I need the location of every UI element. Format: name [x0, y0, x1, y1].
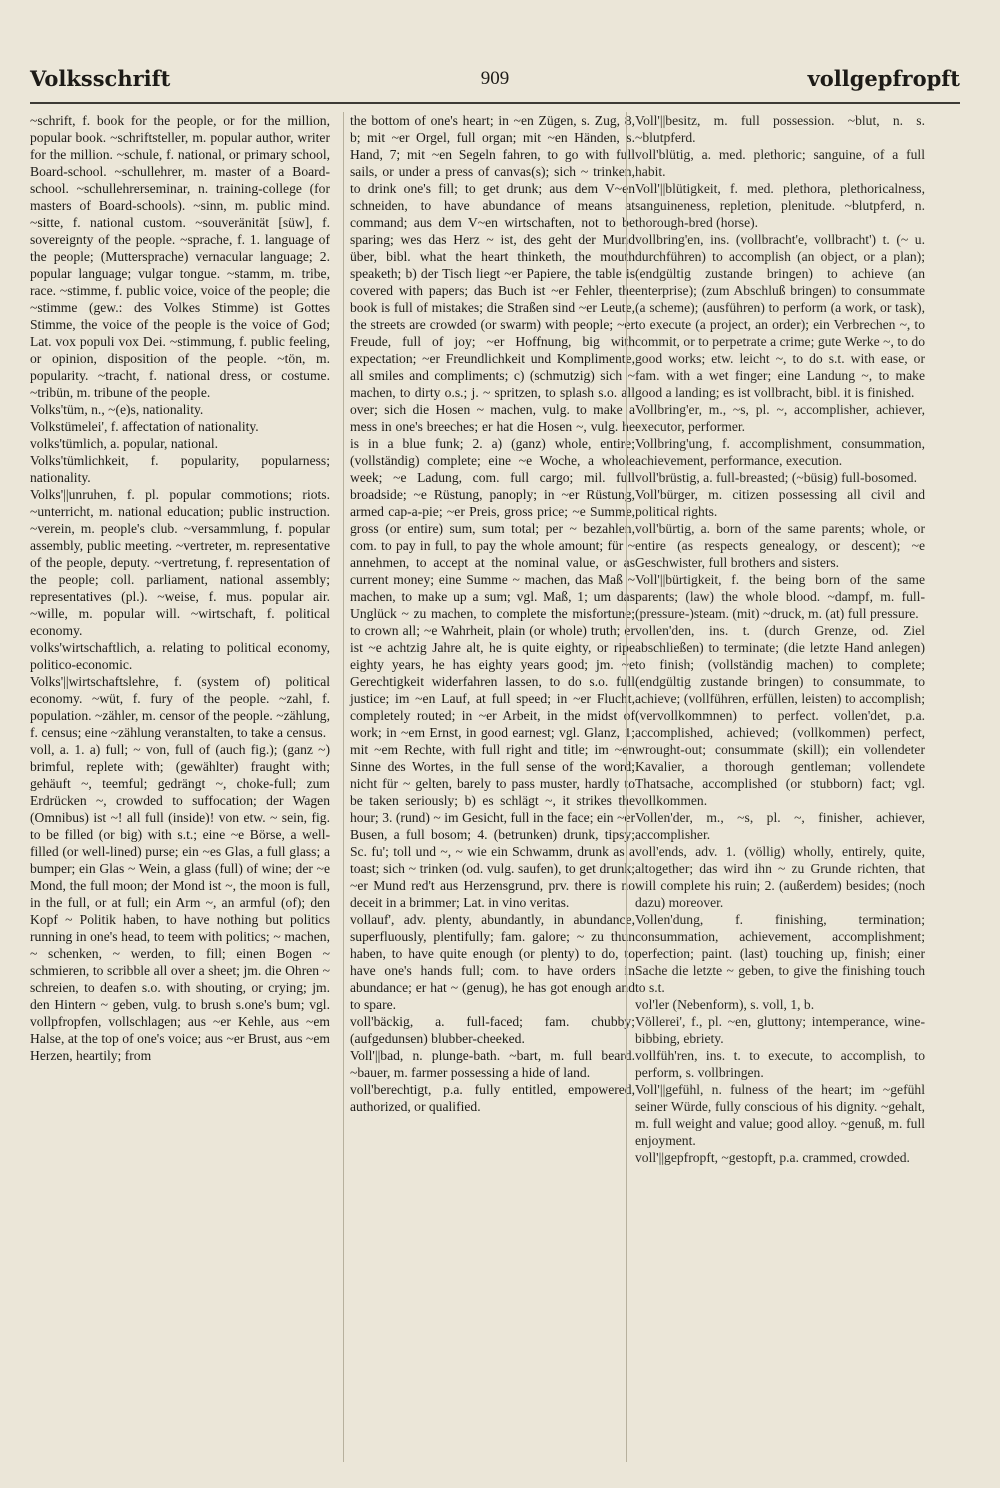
dictionary-entry: Voll'||gefühl, n. fulness of the heart; im ~gefühl seiner Würde, fully conscious of his dignity. ~gehalt, m. full weight and value; good alloy. ~genuß, m. full enjoyment. — [635, 1082, 925, 1148]
dictionary-entry: Volks'tüm, n., ~(e)s, nationality. — [30, 402, 204, 417]
dictionary-entry: voll'bäckig, a. full-faced; fam. chubby; (aufgedunsen) blubber-cheeked. — [350, 1014, 635, 1046]
dictionary-entry: Vollen'der, m., ~s, pl. ~, finisher, achiever, accomplisher. — [635, 810, 925, 842]
dictionary-entry: Völlerei', f., pl. ~en, gluttony; intemperance, wine-bibbing, ebriety. — [635, 1014, 925, 1046]
column-right — [626, 112, 925, 1462]
dictionary-entry: Volks'tümlichkeit, f. popularity, popularness; nationality. — [30, 453, 330, 485]
column-left-entries — [30, 112, 330, 1064]
dictionary-entry: voll'brüstig, a. full-breasted; (~büsig) full-bosomed. — [635, 470, 918, 485]
running-header — [30, 62, 960, 104]
column-middle — [343, 112, 635, 1462]
dictionary-entry: voll'ends, adv. 1. (völlig) wholly, entirely, quite, altogether; das wird ihn ~ zu Grunde richten, that will complete his ruin; 2. (außerdem) besides; (noch dazu) moreover. — [635, 844, 925, 910]
dictionary-entry: volks'tümlich, a. popular, national. — [30, 436, 219, 451]
dictionary-entry: vol'ler (Nebenform), s. voll, 1, b. — [635, 997, 815, 1012]
dictionary-entry: ~schrift, f. book for the people, or for the million, popular book. ~schriftsteller, m. popular author, writer for the million. ~schule, f. national, or primary school, Board-school. ~schullehrer, m. master of a Board-school. ~schullehrerseminar, n. training-college (for masters of Board-schools). ~sinn, m. public mind. ~sitte, f. national custom. ~souveränität [süw], f. sovereignty of the people. ~sprache, f. 1. language of the people; (Muttersprache) vernacular language; 2. popular language; vulgar tongue. ~stamm, m. tribe, race. ~stimme, f. public voice, voice of the people; die ~stimme (gew.: des Volkes Stimme) ist Gottes Stimme, the voice of the people is the voice of God; Lat. vox populi vox Dei. ~stimmung, f. public feeling, or opinion, disposition of the people. ~tön, m. popularity. ~tracht, f. national dress, or costume. ~tribün, m. tribune of the people. — [30, 113, 330, 400]
dictionary-entry: Volks'||unruhen, f. pl. popular commotions; riots. ~unterricht, m. national education; public instruction. ~verein, m. people's club. ~versammlung, f. popular assembly, public meeting. ~vertreter, m. representative of the people, deputy. ~vertretung, f. representation of the people; coll. parliament, national assembly; representatives (pl.). ~weise, f. mus. popular air. ~wille, m. popular will. ~wirtschaft, f. political economy. — [30, 487, 330, 638]
dictionary-entry: Vollbring'ung, f. accomplishment, consummation, achievement, performance, execution. — [635, 436, 925, 468]
dictionary-entry: Voll'||bad, n. plunge-bath. ~bart, m. full beard. ~bauer, m. farmer possessing a hide of land. — [350, 1048, 635, 1080]
dictionary-entry: vollbring'en, ins. (vollbracht'e, vollbracht') t. (~ u. durchführen) to accomplish (an object, or a plan); (endgültig zustande bringen) to achieve (an enterprise); (zum Abschluß bringen) to consummate (a scheme); (ausführen) to perform (a work, or task), to execute (a project, an order); ein Verbrechen ~, to commit, or to perpetrate a crime; gute Werke ~, to do good works; etw. leicht ~, to do s.t. with ease, or fam. with a wet finger; eine Landung ~, to make good a landing; es ist vollbracht, bibl. it is finished. — [635, 232, 925, 400]
column-right-entries — [635, 112, 925, 1166]
dictionary-entry: vollen'den, ins. t. (durch Grenze, od. Ziel abschließen) to terminate; (die letzte Hand anlegen) to finish; (vollständig machen) to complete; (endgültig zustande bringen) to consummate, to achieve; (vollführen, erfüllen, leisten) to accomplish; (vervollkommnen) to perfect. vollen'det, p.a. accomplished, achieved; (vollkommen) perfect, wrought-out; consummate (skill); ein vollendeter Kavalier, a thorough gentleman; vollendete Thatsache, accomplished (or stubborn) fact; vgl. vollkommen. — [635, 623, 925, 808]
dictionary-entry: voll'||gepfropft, ~gestopft, p.a. crammed, crowded. — [635, 1150, 910, 1165]
column-left — [30, 112, 330, 1462]
dictionary-entry: volks'wirtschaftlich, a. relating to political economy, politico-economic. — [30, 640, 330, 672]
dictionary-entry: Voll'||besitz, m. full possession. ~blut, n. s. ~blutpferd. — [635, 113, 925, 145]
dictionary-entry: Voll'||blütigkeit, f. med. plethora, plethoricalness, sanguineness, repletion, plenitude. ~blutpferd, n. thorough-bred (horse). — [635, 181, 925, 230]
dictionary-entry: vollauf', adv. plenty, abundantly, in abundance, superfluously, plentifully; fam. galore; ~ zu thun haben, to have quite enough (or plenty) to do, to have one's hands full; com. to have orders in abundance; er hat ~ (genug), he has got enough and to spare. — [350, 912, 635, 1012]
dictionary-entry: Volkstümelei', f. affectation of nationality. — [30, 419, 259, 434]
column-middle-entries — [350, 112, 635, 1115]
dictionary-entry: Voll'bürger, m. citizen possessing all civil and political rights. — [635, 487, 925, 519]
dictionary-entry: Volks'||wirtschaftslehre, f. (system of) political economy. ~wüt, f. fury of the people. ~zahl, f. population. ~zähler, m. censor of the people. ~zählung, f. census; eine ~zählung veranstalten, to take a census. — [30, 674, 330, 740]
dictionary-entry: Vollbring'er, m., ~s, pl. ~, accomplisher, achiever, executor, performer. — [635, 402, 925, 434]
dictionary-entry: Vollen'dung, f. finishing, termination; consummation, achievement, accomplishment; perfection; paint. (last) touching up, finish; einer Sache die letzte ~ geben, to give the finishing touch to s.t. — [635, 912, 925, 995]
dictionary-entry: voll'bürtig, a. born of the same parents; whole, or entire (as respects genealogy, or descent); ~e Geschwister, full brothers and sisters. — [635, 521, 925, 570]
dictionary-entry: voll'berechtigt, p.a. fully entitled, empowered, authorized, or qualified. — [350, 1082, 635, 1114]
dictionary-entry: Voll'||bürtigkeit, f. the being born of the same parents; (law) the whole blood. ~dampf, m. full-(pressure-)steam. (mit) ~druck, m. (at) full pressure. — [635, 572, 925, 621]
dictionary-entry: voll'blütig, a. med. plethoric; sanguine, of a full habit. — [635, 147, 925, 179]
header-last-word: vollgepfropft — [807, 66, 960, 91]
dictionary-entry: vollfüh'ren, ins. t. to execute, to accomplish, to perform, s. vollbringen. — [635, 1048, 925, 1080]
dictionary-entry: voll, a. 1. a) full; ~ von, full of (auch fig.); (ganz ~) brimful, replete with; (gewählter) fraught with; gehäuft ~, teemful; gedrängt ~, choke-full; zum Erdrücken ~, crowded to suffocation; der Wagen (Omnibus) ist ~! all full (inside)! von etw. ~ sein, fig. to be filled (or big) with s.t.; eine ~e Börse, a well-filled (or well-lined) purse; ein ~es Glas, a full glass; a bumper; ein Glas ~ Wein, a glass (full) of wine; der ~e Mond, the full moon; der Mond ist ~, the moon is full, in the full, or at full; ein Arm ~, an armful (of); den Kopf ~ Politik haben, to have nothing but politics running in one's head, to teem with politics; ~ machen, ~ schenken, ~ werden, to fill; einen Bogen ~ schmieren, to scribble all over a sheet; jm. die Ohren ~ schreien, to deafen s.o. with shouting, or crying; jm. den Hintern ~ geben, vulg. to brush s.one's bum; vgl. vollpfropfen, vollschlagen; aus ~er Kehle, aus ~em Halse, at the top of one's voice; aus ~er Brust, aus ~em Herzen, heartily; from — [30, 742, 330, 1063]
header-first-word: Volksschrift — [30, 66, 171, 91]
page-number: 909 — [480, 68, 510, 89]
dictionary-entry: the bottom of one's heart; in ~en Zügen, s. Zug, 8, b; mit ~er Orgel, full organ; mit ~en Händen, s. Hand, 7; mit ~en Segeln fahren, to go with full sails, or under a press of canvas(s); sich ~ trinken, to drink one's fill; to get drunk; aus dem V~en schneiden, to have abundance of means at command; aus dem V~en wirtschaften, not to be sparing; wes das Herz ~ ist, des geht der Mund über, bibl. what the heart thinketh, the mouth speaketh; b) der Tisch liegt ~er Papiere, the table is covered with papers; das Buch ist ~er Fehler, the book is full of mistakes; die Straßen sind ~er Leute, the streets are crowded (or swarm) with people; ~er Freude, full of joy; ~er Hoffnung, big with expectation; ~er Freundlichkeit und Komplimente, all smiles and compliments; c) (schmutzig) sich ~ machen, to dirty o.s.; j. ~ spritzen, to splash s.o. all over; sich die Hosen ~ machen, vulg. to make a mess in one's breeches; er hat die Hosen ~, vulg. he is in a blue funk; 2. a) (ganz) whole, entire; (vollständig) complete; eine ~e Woche, a whole week; ~e Ladung, com. full cargo; mil. full broadside; ~e Rüstung, panoply; in ~er Rüstung, armed cap-a-pie; ~er Preis, gross price; ~e Summe, gross (or entire) sum, sum total; per ~ bezahlen, com. to pay in full, to pay the whole amount; für ~ annehmen, to accept at the nominal value, or as current money; eine Summe ~ machen, das Maß ~ machen, to make up a sum; vgl. Maß, 1; um das Unglück ~ zu machen, to complete the misfortune; to crown all; ~e Wahrheit, plain (or whole) truth; er ist ~e achtzig Jahre alt, he is quite eighty, or ripe eighty years, he has eighty years good; jm. ~e Gerechtigkeit widerfahren lassen, to do s.o. full justice; im ~en Lauf, at full speed; in ~er Flucht, completely routed; in ~er Arbeit, in the midst of work; in ~em Ernst, in good earnest; vgl. Glanz, 1; mit ~em Rechte, with full right and title; im ~en Sinne des Wortes, in the full sense of the word; nicht für ~ gelten, barely to pass muster, hardly to be taken seriously; b) es schlägt ~, it strikes the hour; 3. (rund) ~ im Gesicht, full in the face; ein ~er Busen, a full bosom; 4. (betrunken) drunk, tipsy; Sc. fu'; toll und ~, ~ wie ein Schwamm, drunk as a toast; sich ~ trinken (od. vulg. saufen), to get drunk; ~er Mund red't aus Herzensgrund, prv. there is no deceit in a brimmer; Lat. in vino veritas. — [350, 113, 635, 910]
